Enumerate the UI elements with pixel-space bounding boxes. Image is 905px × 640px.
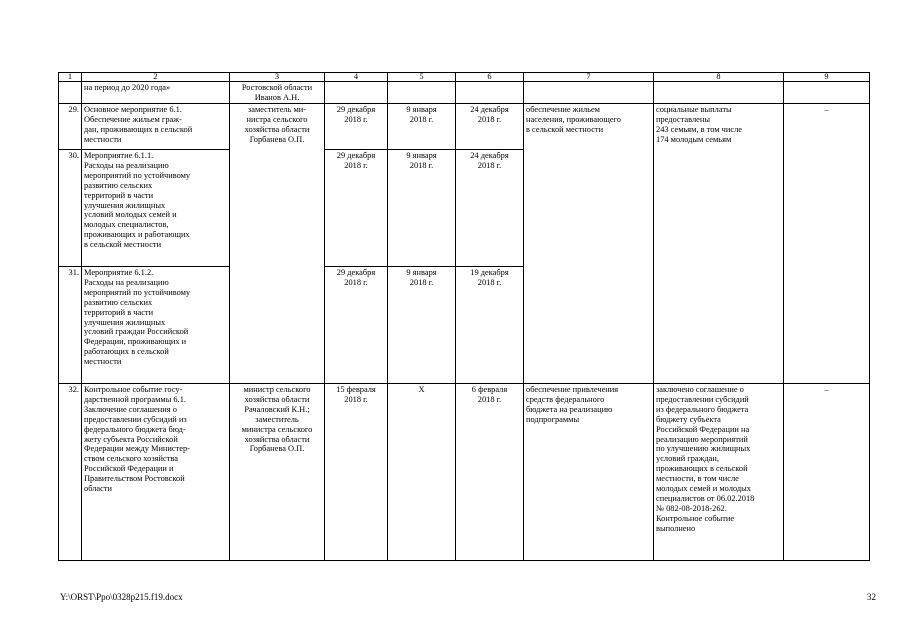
- plan-date: [388, 384, 456, 561]
- start-date-text: 15 февраля 2018 г.: [336, 385, 376, 404]
- result-fact: [654, 104, 784, 384]
- start-date-text: 29 декабря 2018 г.: [336, 151, 376, 170]
- fact-date-text: 24 декабря 2018 г.: [470, 151, 509, 170]
- header-cell: 5: [388, 73, 456, 82]
- result-plan: [524, 82, 654, 104]
- plan-date-text: 9 января 2018 г.: [406, 268, 437, 287]
- header-cell: 8: [654, 73, 784, 82]
- report-table: [58, 72, 870, 561]
- result-plan: [524, 104, 654, 384]
- table-row-32: [59, 384, 870, 561]
- fact-date-text: 6 февраля 2018 г.: [471, 385, 508, 404]
- responsible: [230, 104, 325, 384]
- event-name: [82, 82, 230, 104]
- page-number: 32: [867, 592, 876, 602]
- result-plan-text: обеспечение жильем населения, проживающего в сельской местности: [526, 105, 621, 134]
- result-fact: [654, 384, 784, 561]
- plan-date-text: Х: [418, 385, 425, 394]
- responsible-text: Ростовской области Иванов А.Н.: [241, 83, 313, 102]
- row-number: 31.: [59, 267, 82, 384]
- responsible: [230, 384, 325, 561]
- reason-text: –: [824, 385, 829, 394]
- responsible-text: министр сельского хозяйства области Рачаловский К.Н.; заместитель министра сельского хозяйства области Горбанева О.П.: [241, 385, 313, 454]
- fact-date: [456, 104, 524, 150]
- row-number: 29.: [59, 104, 82, 150]
- table-row-continuation: [59, 82, 870, 104]
- start-date: [325, 384, 388, 561]
- event-name-text: на период до 2020 года»: [84, 83, 171, 92]
- result-fact-text: заключено соглашение о предоставлении субсидий из федерального бюджета бюджету субъекта Российской Федерации на реализацию мероприятий по улучшению жилищных условий граждан, проживающих в сельской местности, в том числе молодых семей и молодых специалистов от 06.02.2018 № 082-08-2018-262. Контрольное событие выполнено: [656, 385, 755, 533]
- fact-date: [456, 267, 524, 384]
- plan-date: [388, 104, 456, 150]
- header-cell: 6: [456, 73, 524, 82]
- plan-date: [388, 267, 456, 384]
- reason: [784, 384, 870, 561]
- fact-date: [456, 82, 524, 104]
- fact-date-text: 24 декабря 2018 г.: [470, 105, 509, 124]
- event-name: [82, 267, 230, 384]
- fact-date-text: 19 декабря 2018 г.: [470, 268, 509, 287]
- fact-date: [456, 384, 524, 561]
- header-cell: 1: [59, 73, 82, 82]
- table-row-29: [59, 104, 870, 150]
- event-name: [82, 150, 230, 267]
- reason: [784, 82, 870, 104]
- start-date: [325, 82, 388, 104]
- row-number: 32.: [59, 384, 82, 561]
- start-date: [325, 104, 388, 150]
- reason: [784, 104, 870, 384]
- header-cell: 3: [230, 73, 325, 82]
- row-number: 30.: [59, 150, 82, 267]
- event-name-text: Мероприятие 6.1.1. Расходы на реализацию мероприятий по устойчивому развитию сельских территорий в части улучшения жилищных условий молодых семей и молодых специалистов, проживающих и работающих в сельской местности: [84, 151, 191, 250]
- result-fact: [654, 82, 784, 104]
- plan-date-text: 9 января 2018 г.: [406, 105, 437, 124]
- result-plan: [524, 384, 654, 561]
- event-name-text: Контрольное событие госу- дарственной программы 6.1. Заключение соглашения о предоставлении субсидий из федерального бюджета бюд- жету субъекта Российской Федерации между Министер- ством сельского хозяйства Российской Федерации и Правительством Ростовской области: [84, 385, 190, 494]
- event-name-text: Мероприятие 6.1.2. Расходы на реализацию мероприятий по устойчивому развитию сельских территорий в части улучшения жилищных условий граждан Российской Федерации, проживающих и работающих в сельской местности: [84, 268, 191, 367]
- event-name: [82, 104, 230, 150]
- header-cell: 2: [82, 73, 230, 82]
- plan-date-text: 9 января 2018 г.: [406, 151, 437, 170]
- reason-text: –: [824, 105, 829, 114]
- result-fact-text: социальные выплаты предоставлены 243 семьям, в том числе 174 молодым семьям: [656, 105, 742, 144]
- responsible: [230, 82, 325, 104]
- header-row: [59, 73, 870, 82]
- start-date-text: 29 декабря 2018 г.: [336, 268, 376, 287]
- row-number: [59, 82, 82, 104]
- start-date: [325, 150, 388, 267]
- event-name-text: Основное мероприятие 6.1. Обеспечение жильем граж- дан, проживающих в сельской местности: [84, 105, 193, 144]
- responsible-text: заместитель ми- нистра сельского хозяйства области Горбанева О.П.: [244, 105, 310, 144]
- plan-date: [388, 82, 456, 104]
- header-cell: 9: [784, 73, 870, 82]
- start-date: [325, 267, 388, 384]
- file-path: Y:\ORST\Ppo\0328p215.f19.docx: [60, 592, 183, 602]
- header-cell: 4: [325, 73, 388, 82]
- start-date-text: 29 декабря 2018 г.: [336, 105, 376, 124]
- event-name: [82, 384, 230, 561]
- result-plan-text: обеспечение привлечения средств федерального бюджета на реализацию подпрограммы: [526, 385, 619, 424]
- fact-date: [456, 150, 524, 267]
- header-cell: 7: [524, 73, 654, 82]
- plan-date: [388, 150, 456, 267]
